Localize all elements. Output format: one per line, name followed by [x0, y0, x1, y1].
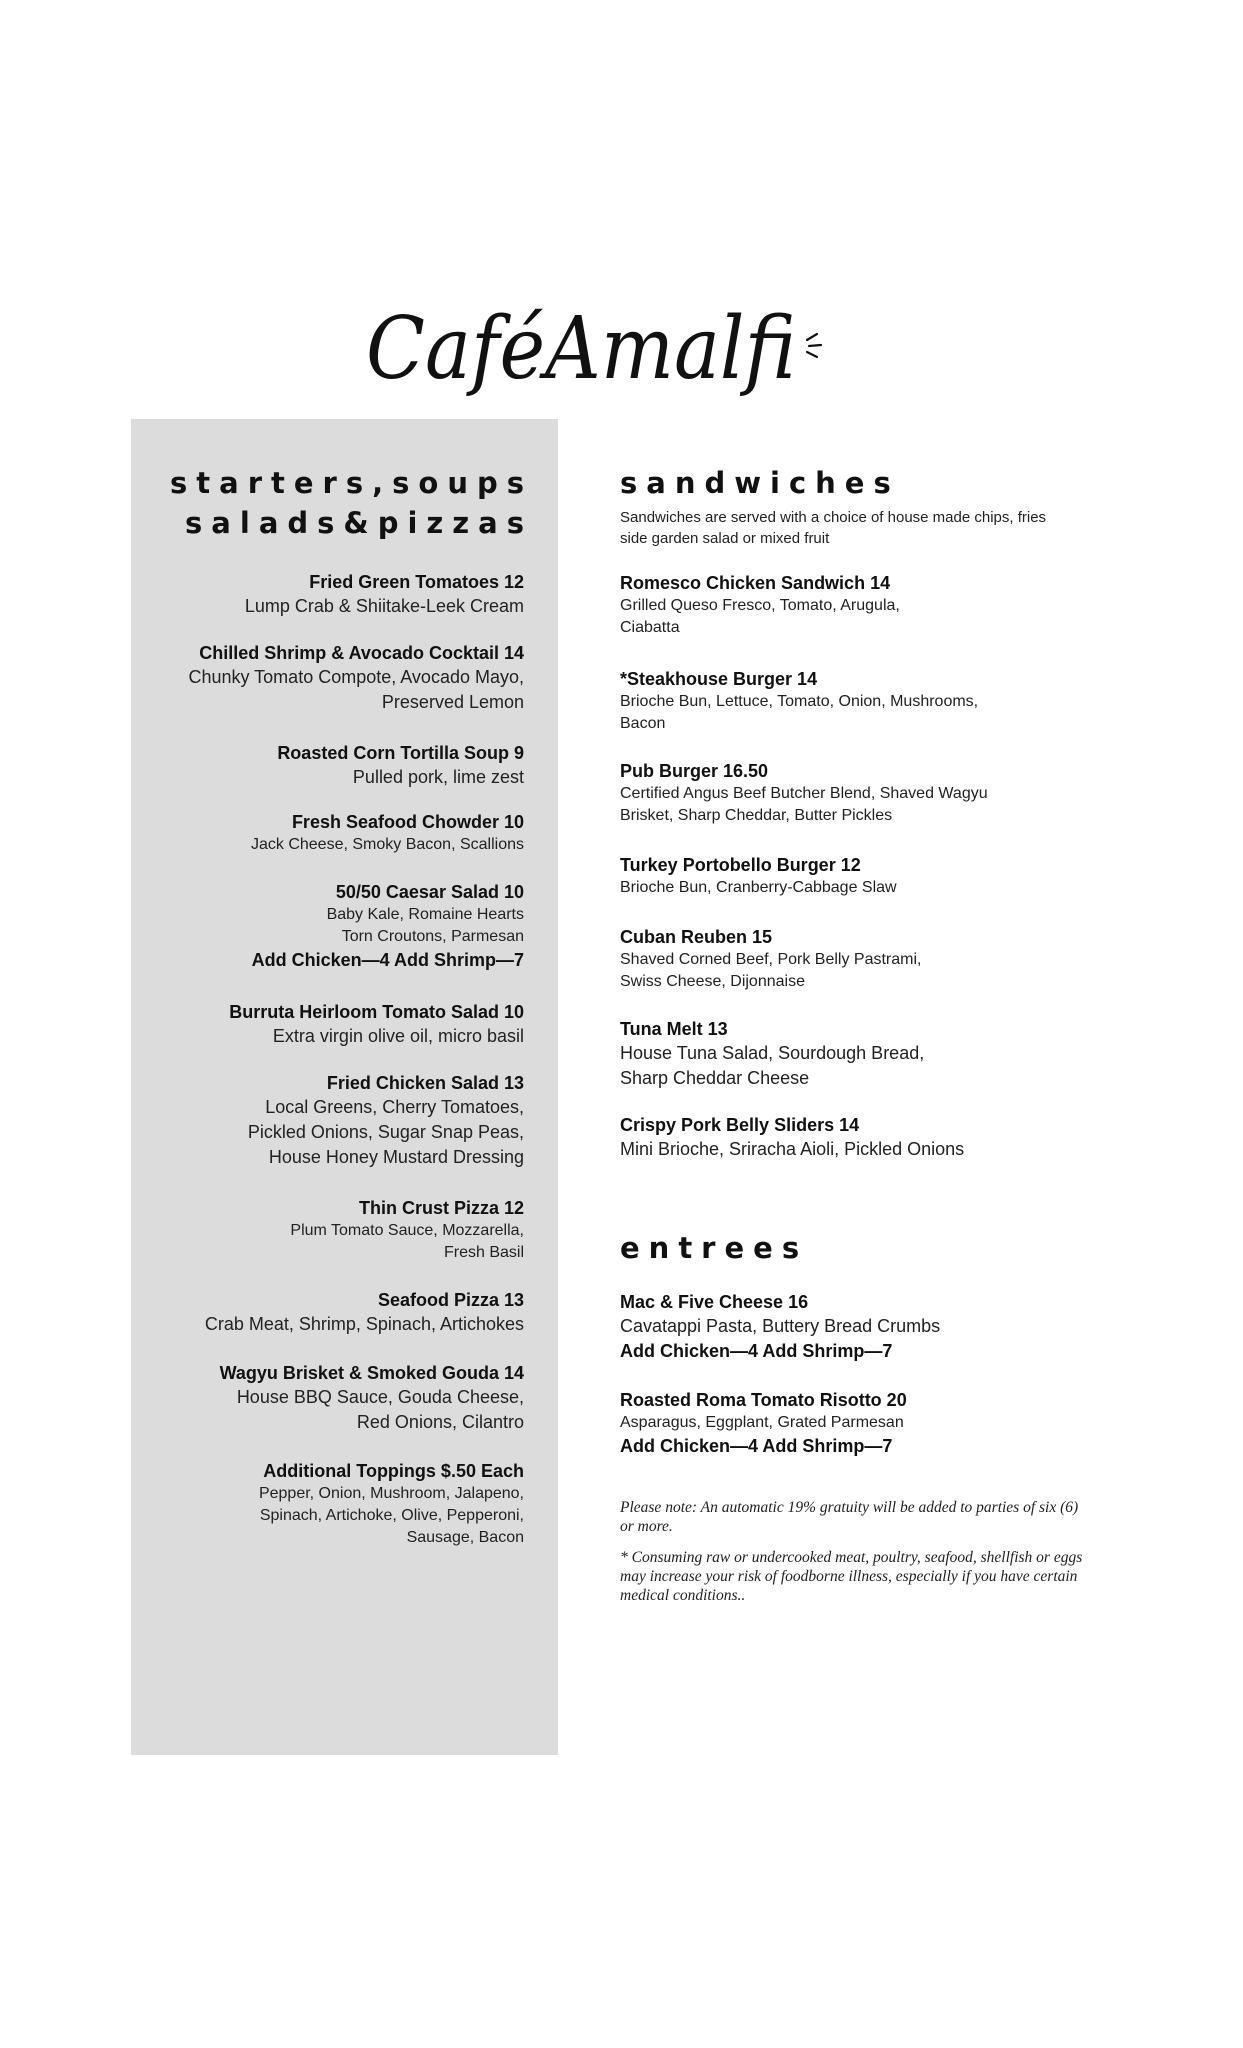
menu-item	[160, 570, 524, 619]
item-name: 50/50 Caesar Salad 10	[335, 882, 524, 902]
item-description: Preserved Lemon	[381, 692, 524, 712]
menu-item	[160, 1071, 524, 1170]
item-name: Fried Green Tomatoes 12	[309, 572, 524, 592]
menu-item	[620, 1388, 1090, 1459]
item-name: Roasted Roma Tomato Risotto 20	[620, 1390, 907, 1410]
item-description: Brioche Bun, Cranberry-Cabbage Slaw	[620, 879, 897, 896]
item-name: Thin Crust Pizza 12	[358, 1198, 524, 1218]
item-description: Bacon	[620, 715, 666, 732]
item-name: Burruta Heirloom Tomato Salad 10	[229, 1002, 524, 1022]
entrees-section	[620, 1228, 1090, 1459]
menu-item	[160, 810, 524, 856]
item-name: Tuna Melt 13	[620, 1019, 728, 1039]
menu-item	[620, 667, 1090, 735]
item-name: Wagyu Brisket & Smoked Gouda 14	[219, 1363, 524, 1383]
item-description: Swiss Cheese, Dijonnaise	[620, 973, 805, 990]
item-description: Chunky Tomato Compote, Avocado Mayo,	[188, 667, 524, 687]
sandwiches-section	[620, 463, 1090, 1459]
item-description: Cavatappi Pasta, Buttery Bread Crumbs	[620, 1316, 941, 1336]
item-addon: Add Chicken—4 Add Shrimp—7	[620, 1341, 893, 1361]
menu-notes	[620, 1498, 1095, 1617]
logo-wordmark: CaféAmalfi	[366, 299, 796, 399]
item-description: Pulled pork, lime zest	[352, 767, 524, 787]
section-title-sandwiches: sandwiches	[620, 466, 900, 500]
menu-item	[160, 641, 524, 715]
item-description: House BBQ Sauce, Gouda Cheese,	[236, 1387, 524, 1407]
item-name: Chilled Shrimp & Avocado Cocktail 14	[199, 643, 524, 663]
item-description: Spinach, Artichoke, Olive, Pepperoni,	[259, 1507, 524, 1524]
item-description: Brioche Bun, Lettuce, Tomato, Onion, Mushrooms,	[620, 693, 979, 710]
item-description: Mini Brioche, Sriracha Aioli, Pickled Onions	[620, 1139, 965, 1159]
item-description: House Honey Mustard Dressing	[268, 1147, 524, 1167]
menu-item	[620, 853, 1090, 899]
menu-item	[620, 1290, 1090, 1364]
item-description: Fresh Basil	[443, 1244, 524, 1261]
menu-item	[620, 925, 1090, 993]
item-name: Fried Chicken Salad 13	[326, 1073, 524, 1093]
item-description: Plum Tomato Sauce, Mozzarella,	[290, 1222, 524, 1239]
item-description: Certified Angus Beef Butcher Blend, Shaved Wagyu	[620, 785, 988, 802]
starters-section	[160, 463, 533, 1549]
item-description: Asparagus, Eggplant, Grated Parmesan	[620, 1414, 904, 1431]
item-description: Sharp Cheddar Cheese	[620, 1068, 810, 1088]
item-name: Seafood Pizza 13	[377, 1290, 524, 1310]
sandwiches-note-line: Sandwiches are served with a choice of house made chips, fries	[620, 509, 1047, 526]
item-addon: Add Chicken—4 Add Shrimp—7	[251, 950, 524, 970]
item-description: Crab Meat, Shrimp, Spinach, Artichokes	[204, 1314, 524, 1334]
item-description: Brisket, Sharp Cheddar, Butter Pickles	[620, 807, 893, 824]
gratuity-note: Please note: An automatic 19% gratuity will be added to parties of six (6) or more.	[620, 1499, 1079, 1535]
sun-rays-icon	[807, 334, 821, 357]
item-description: Pepper, Onion, Mushroom, Jalapeno,	[258, 1485, 524, 1502]
menu-item	[160, 1288, 524, 1337]
sandwiches-note	[620, 507, 1090, 549]
section-title-salads: salads&pizzas	[185, 506, 533, 540]
menu-item	[160, 880, 524, 973]
item-description: Lump Crab & Shiitake-Leek Cream	[244, 596, 524, 616]
item-description: Local Greens, Cherry Tomatoes,	[265, 1097, 524, 1117]
item-name: Additional Toppings $.50 Each	[263, 1461, 524, 1481]
menu-item	[160, 1361, 524, 1435]
cafe-amalfi-logo	[360, 296, 830, 406]
item-name: Pub Burger 16.50	[620, 761, 769, 781]
menu-item	[620, 1113, 1090, 1162]
item-description: Torn Croutons, Parmesan	[341, 928, 524, 945]
item-description: Shaved Corned Beef, Pork Belly Pastrami,	[620, 951, 922, 968]
menu-item	[160, 741, 524, 790]
item-name: Turkey Portobello Burger 12	[620, 855, 861, 875]
menu-item	[620, 1017, 1090, 1091]
item-name: Fresh Seafood Chowder 10	[291, 812, 524, 832]
menu-item	[620, 759, 1090, 827]
item-description: Pickled Onions, Sugar Snap Peas,	[247, 1122, 524, 1142]
item-description: Baby Kale, Romaine Hearts	[326, 906, 524, 923]
item-description: Grilled Queso Fresco, Tomato, Arugula,	[620, 597, 900, 614]
consumer-advisory-note: * Consuming raw or undercooked meat, poultry, seafood, shellfish or eggs may increase your risk of foodborne illness, especially if you have certain medical conditions..	[620, 1549, 1083, 1604]
item-name: Roasted Corn Tortilla Soup 9	[277, 743, 524, 763]
item-description: House Tuna Salad, Sourdough Bread,	[620, 1043, 925, 1063]
item-addon: Add Chicken—4 Add Shrimp—7	[620, 1436, 893, 1456]
item-name: *Steakhouse Burger 14	[620, 669, 818, 689]
item-name: Romesco Chicken Sandwich 14	[620, 573, 891, 593]
menu-item	[620, 571, 1090, 639]
item-name: Mac & Five Cheese 16	[620, 1292, 809, 1312]
item-name: Crispy Pork Belly Sliders 14	[620, 1115, 860, 1135]
sandwiches-note-line: side garden salad or mixed fruit	[620, 530, 830, 547]
section-title-entrees: entrees	[620, 1231, 809, 1265]
menu-item	[160, 1459, 524, 1549]
menu-item	[160, 1196, 524, 1264]
section-title-starters: starters,soups	[170, 466, 533, 500]
item-description: Ciabatta	[620, 619, 680, 636]
item-description: Jack Cheese, Smoky Bacon, Scallions	[250, 836, 524, 853]
item-name: Cuban Reuben 15	[620, 927, 773, 947]
item-description: Extra virgin olive oil, micro basil	[272, 1026, 524, 1046]
menu-item	[160, 1000, 524, 1049]
item-description: Red Onions, Cilantro	[356, 1412, 524, 1432]
item-description: Sausage, Bacon	[406, 1529, 524, 1546]
